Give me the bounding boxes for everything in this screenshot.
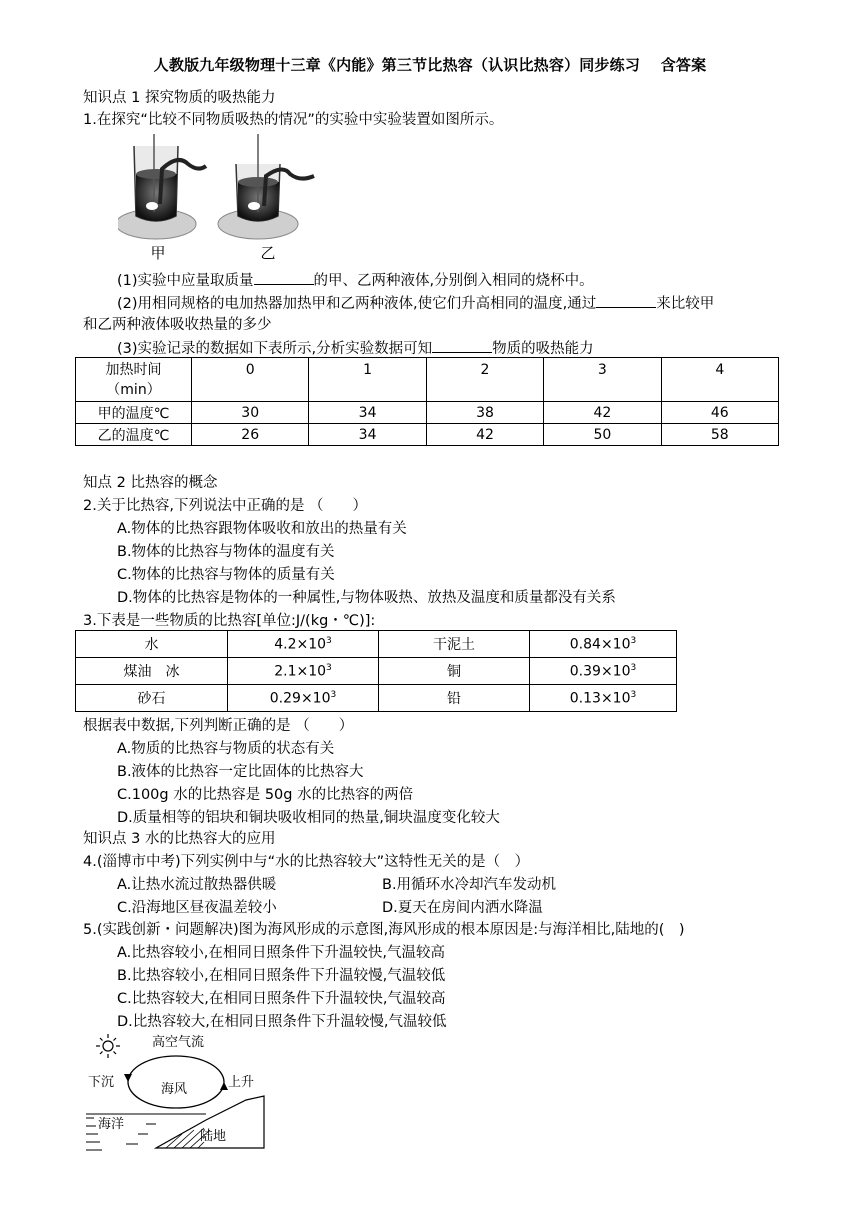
header-heating-time: 加热时间 （min） — [76, 358, 192, 402]
row-label-jia: 甲的温度℃ — [76, 402, 192, 424]
label-sinking: 下沉 — [88, 1075, 115, 1090]
question-3-ask: 根据表中数据,下列判断正确的是 （ ） — [83, 718, 354, 734]
question-4-stem: 4.(淄博市中考)下列实例中与“水的比热容较大”这特性无关的是（ ） — [83, 854, 530, 870]
answer-blank[interactable] — [254, 270, 314, 285]
question-4-option-b[interactable]: B.用循环水冷却汽车发动机 — [382, 877, 557, 893]
label-rising: 上升 — [228, 1075, 255, 1090]
question-5-option-d[interactable]: D.比热容较大,在相同日照条件下升温较慢,气温较低 — [117, 1014, 447, 1030]
section-heading-1: 知识点 1 探究物质的吸热能力 — [83, 90, 276, 106]
table-cell: 38 — [426, 402, 543, 424]
value-cell: $0.39\times 10^3$ — [530, 658, 677, 685]
table-header-cell: 1 — [309, 358, 426, 402]
question-3-option-d[interactable]: D.质量相等的铝块和铜块吸收相同的热量,铜块温度变化较大 — [117, 810, 500, 826]
substance-cell: 铅 — [379, 685, 530, 712]
specific-heat-table — [75, 630, 677, 712]
answer-blank[interactable] — [596, 293, 656, 308]
beaker-apparatus-figure — [118, 134, 318, 264]
label-upper-airflow: 高空气流 — [151, 1035, 205, 1050]
question-4-option-d[interactable]: D.夏天在房间内洒水降温 — [382, 900, 543, 916]
label-sea-breeze: 海风 — [160, 1082, 188, 1097]
question-1-stem: 1.在探究“比较不同物质吸热的情况”的实验中实验装置如图所示。 — [83, 112, 504, 128]
label-land: 陆地 — [200, 1129, 227, 1144]
table-cell: 50 — [544, 424, 661, 446]
table-cell: 30 — [192, 402, 309, 424]
table-header-cell: 3 — [544, 358, 661, 402]
question-2-option-a[interactable]: A.物体的比热容跟物体吸收和放出的热量有关 — [117, 521, 407, 537]
table-row — [76, 424, 779, 446]
value-cell: $0.84\times 10^3$ — [530, 631, 677, 658]
table-cell: 58 — [661, 424, 778, 446]
table-header-cell: 4 — [661, 358, 778, 402]
row-label-yi: 乙的温度℃ — [76, 424, 192, 446]
question-5-option-b[interactable]: B.比热容较小,在相同日照条件下升温较慢,气温较低 — [117, 968, 446, 984]
sun-icon — [96, 1034, 120, 1058]
question-4-option-a[interactable]: A.让热水流过散热器供暖 — [117, 877, 277, 893]
table-row — [76, 685, 677, 712]
table-cell: 46 — [661, 402, 778, 424]
table-header-cell: 0 — [192, 358, 309, 402]
question-1-part-3: (3)实验记录的数据如下表所示,分析实验数据可知 物质的吸热能力 — [117, 338, 594, 359]
section-heading-2: 知点 2 比热容的概念 — [83, 475, 218, 491]
section-heading-3: 知识点 3 水的比热容大的应用 — [83, 831, 276, 847]
question-3-option-a[interactable]: A.物质的比热容与物质的状态有关 — [117, 741, 335, 757]
page-title: 人教版九年级物理十三章《内能》第三节比热容（认识比热容）同步练习 含答案 — [153, 56, 707, 74]
table-row — [76, 402, 779, 424]
question-5-option-a[interactable]: A.比热容较小,在相同日照条件下升温较快,气温较高 — [117, 945, 445, 961]
table-cell: 34 — [309, 424, 426, 446]
question-2-option-c[interactable]: C.物体的比热容与物体的质量有关 — [117, 567, 335, 583]
question-3-option-c[interactable]: C.100g 水的比热容是 50g 水的比热容的两倍 — [117, 787, 414, 803]
table-row — [76, 631, 677, 658]
question-3-stem: 3.下表是一些物质的比热容[单位:J/(kg・℃)]: — [83, 613, 376, 629]
temperature-table — [75, 357, 779, 446]
question-2-option-b[interactable]: B.物体的比热容与物体的温度有关 — [117, 544, 335, 560]
substance-cell: 铜 — [379, 658, 530, 685]
answer-blank[interactable] — [432, 338, 492, 353]
question-3-option-b[interactable]: B.液体的比热容一定比固体的比热容大 — [117, 764, 364, 780]
table-cell: 34 — [309, 402, 426, 424]
table-cell: 42 — [544, 402, 661, 424]
up-arrow-icon — [220, 1082, 228, 1090]
substance-cell: 干泥土 — [379, 631, 530, 658]
question-1-part-1: (1)实验中应量取质量 的甲、乙两种液体,分别倒入相同的烧杯中。 — [117, 270, 594, 291]
figure-label-yi: 乙 — [260, 244, 276, 262]
substance-cell: 煤油 冰 — [76, 658, 228, 685]
question-5-stem: 5.(实践创新・问题解决)图为海风形成的示意图,海风形成的根本原因是:与海洋相比,陆地的( ) — [83, 922, 685, 938]
value-cell: $0.29\times 10^3$ — [228, 685, 379, 712]
question-4-option-c[interactable]: C.沿海地区昼夜温差较小 — [117, 900, 277, 916]
question-2-stem: 2.关于比热容,下列说法中正确的是 （ ） — [83, 498, 368, 514]
table-header-cell: 2 — [426, 358, 543, 402]
sea-breeze-diagram — [86, 1030, 276, 1158]
table-row — [76, 658, 677, 685]
question-2-option-d[interactable]: D.物体的比热容是物体的一种属性,与物体吸热、放热及温度和质量都没有关系 — [117, 590, 616, 606]
substance-cell: 砂石 — [76, 685, 228, 712]
value-cell: $0.13\times 10^3$ — [530, 685, 677, 712]
value-cell: $2.1\times 10^3$ — [228, 658, 379, 685]
question-1-part-2-cont: 和乙两种液体吸收热量的多少 — [83, 317, 272, 333]
substance-cell: 水 — [76, 631, 228, 658]
value-cell: $4.2\times 10^3$ — [228, 631, 379, 658]
question-1-part-2: (2)用相同规格的电加热器加热甲和乙两种液体,使它们升高相同的温度,通过 来比较甲 — [117, 293, 714, 314]
down-arrow-icon — [124, 1074, 132, 1082]
table-cell: 26 — [192, 424, 309, 446]
question-5-option-c[interactable]: C.比热容较大,在相同日照条件下升温较快,气温较高 — [117, 991, 446, 1007]
label-sea: 海洋 — [98, 1117, 125, 1132]
figure-label-jia: 甲 — [150, 244, 166, 262]
table-cell: 42 — [426, 424, 543, 446]
